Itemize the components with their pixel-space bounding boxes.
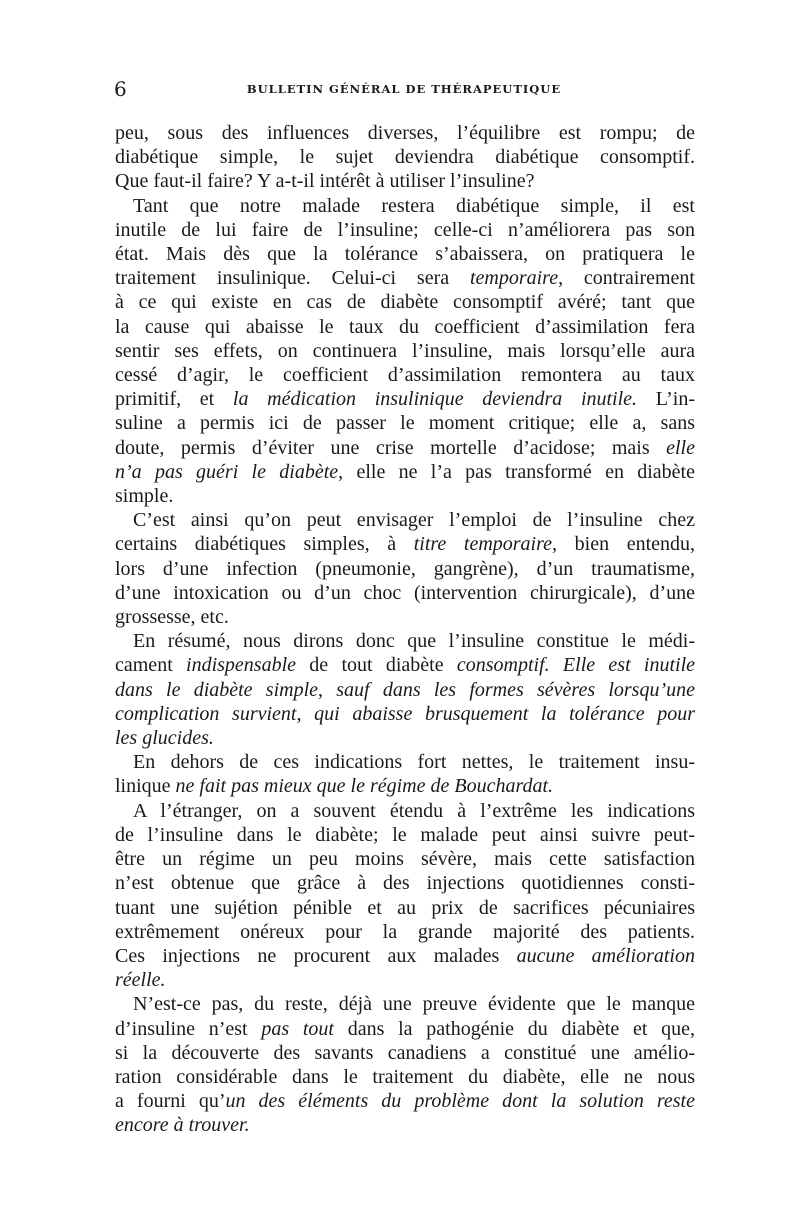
text-run: a fourni qu’	[115, 1090, 226, 1113]
text-run: diabétique simple, le sujet deviendra diabétique consomptif.	[115, 146, 695, 169]
italic-text: les glucides.	[115, 727, 214, 750]
text-line	[115, 944, 695, 968]
italic-text: un des éléments du problème dont la solution reste	[225, 1090, 695, 1113]
paragraph	[115, 992, 695, 1137]
text-run: sentir ses effets, on continuera l’insuline, mais lorsqu’elle aura	[115, 339, 695, 362]
italic-text: qui abaisse brusquement la tolérance pour	[314, 702, 696, 725]
text-line	[115, 266, 695, 290]
italic-text: aucune amélioration	[516, 944, 695, 967]
text-line	[115, 896, 695, 920]
text-run: grossesse, etc.	[115, 606, 229, 629]
text-run: la cause qui abaisse le taux du coefficient d’assimilation fera	[115, 315, 695, 338]
text-run: , elle ne l’a pas transformé en diabète	[338, 460, 695, 483]
text-run: de tout diabète	[296, 654, 457, 677]
italic-text: elle	[666, 436, 695, 459]
running-title: BULLETIN GÉNÉRAL DE THÉRAPEUTIQUE	[246, 82, 562, 96]
text-run: si la découverte des savants canadiens a constitué une amélio-	[115, 1041, 695, 1064]
text-run: doute, permis d’éviter une crise mortelle d’acidose; mais	[115, 436, 667, 459]
text-line	[115, 436, 695, 460]
text-line	[115, 678, 695, 702]
text-run: En dehors de ces indications fort nettes, le traitement insu-	[133, 751, 695, 774]
text-run: traitement insulinique. Celui-ci sera	[115, 267, 470, 290]
italic-text: titre temporaire	[413, 533, 553, 556]
text-run: Que faut-il faire? Y a-t-il intérêt à utiliser l’insuline?	[115, 170, 535, 193]
text-run: , bien entendu,	[552, 533, 696, 556]
text-run: primitif, et	[115, 388, 233, 411]
text-run: dans la pathogénie du diabète et que,	[333, 1017, 695, 1040]
text-run: Tant que notre malade restera diabétique simple, il est	[133, 194, 695, 217]
text-line	[115, 653, 695, 677]
text-line	[115, 799, 695, 823]
text-run: ,	[318, 678, 337, 701]
text-run: cament	[115, 654, 187, 677]
text-line	[115, 218, 695, 242]
text-line	[115, 121, 695, 145]
text-line	[115, 581, 695, 605]
text-line	[115, 1089, 695, 1113]
italic-text: consomptif. Elle est inutile	[456, 654, 696, 677]
text-run: ration considérable dans le traitement du diabète, elle ne nous	[115, 1065, 695, 1088]
text-run: n’est obtenue que grâce à des injections quotidiennes consti-	[115, 872, 695, 895]
italic-text: encore à trouver.	[115, 1114, 250, 1137]
text-line	[115, 532, 695, 556]
text-run: état. Mais dès que la tolérance s’abaissera, on pratiquera le	[115, 243, 695, 266]
text-line	[115, 823, 695, 847]
text-run: cessé d’agir, le coefficient d’assimilation remontera au taux	[115, 364, 695, 387]
paragraph	[115, 750, 695, 798]
text-line	[115, 920, 695, 944]
text-run: peu, sous des influences diverses, l’équilibre est rompu; de	[115, 122, 695, 144]
text-run: A l’étranger, on a souvent étendu à l’extrême les indications	[133, 799, 695, 822]
text-run: ,	[296, 702, 315, 725]
text-line	[115, 557, 695, 581]
text-line	[115, 629, 695, 653]
text-line	[115, 315, 695, 339]
text-run: être un régime un peu moins sévère, mais cette satisfaction	[115, 848, 695, 871]
italic-text: dans le diabète simple	[115, 678, 319, 701]
paragraph	[115, 121, 695, 194]
text-run: N’est-ce pas, du reste, déjà une preuve évidente que le manque	[133, 993, 695, 1016]
page-number: 6	[114, 77, 127, 101]
text-line	[115, 1065, 695, 1089]
text-run: lors d’une infection (pneumonie, gangrène), d’un traumatisme,	[115, 557, 695, 580]
text-run: L’in-	[637, 388, 696, 411]
italic-text: temporaire	[469, 267, 559, 290]
italic-text: réelle.	[115, 969, 166, 992]
text-run: à ce qui existe en cas de diabète consomptif avéré; tant que	[115, 291, 695, 314]
text-line	[115, 968, 695, 992]
text-run: extrêmement onéreux pour la grande majorité des patients.	[115, 920, 695, 943]
text-run: inutile de lui faire de l’insuline; celle-ci n’améliorera pas son	[115, 218, 695, 241]
italic-text: n’a pas guéri le diabète	[115, 460, 339, 483]
italic-text: complication survient	[115, 702, 297, 725]
italic-text: ne fait pas mieux que le régime de Bouchardat.	[175, 775, 554, 798]
text-run: linique	[115, 775, 176, 798]
text-line	[115, 774, 695, 798]
text-run: tuant une sujétion pénible et au prix de sacrifices pécuniaires	[115, 896, 695, 919]
text-run: suline a permis ici de passer le moment critique; elle a, sans	[115, 412, 695, 435]
text-run: , contrairement	[558, 267, 695, 290]
text-line	[115, 460, 695, 484]
text-run: certains diabétiques simples, à	[115, 533, 414, 556]
page-header	[114, 78, 694, 102]
text-line	[115, 1041, 695, 1065]
italic-text: sauf dans les formes sévères lorsqu’une	[336, 678, 696, 701]
text-run: simple.	[115, 485, 174, 508]
text-line	[115, 750, 695, 774]
italic-text: la médication insulinique deviendra inutile.	[232, 388, 638, 411]
body-text	[115, 121, 695, 1138]
text-run: Ces injections ne procurent aux malades	[115, 944, 517, 967]
text-line	[115, 387, 695, 411]
text-line	[115, 290, 695, 314]
text-line	[115, 726, 695, 750]
text-run: C’est ainsi qu’on peut envisager l’emploi de l’insuline chez	[133, 509, 695, 532]
text-line	[115, 1017, 695, 1041]
text-run: de l’insuline dans le diabète; le malade peut ainsi suivre peut-	[115, 823, 695, 846]
paragraph	[115, 629, 695, 750]
text-line	[115, 411, 695, 435]
text-line	[115, 194, 695, 218]
text-line	[115, 169, 695, 193]
text-run: En résumé, nous dirons donc que l’insuline constitue le médi-	[133, 630, 695, 653]
text-line	[115, 605, 695, 629]
text-line	[115, 363, 695, 387]
paragraph	[115, 508, 695, 629]
paragraph	[115, 194, 695, 509]
italic-text: pas tout	[261, 1017, 334, 1040]
text-line	[115, 871, 695, 895]
text-line	[115, 508, 695, 532]
italic-text: indispensable	[186, 654, 297, 677]
text-run: d’insuline n’est	[115, 1017, 262, 1040]
text-line	[115, 702, 695, 726]
text-line	[115, 847, 695, 871]
text-line	[115, 992, 695, 1016]
text-line	[115, 1113, 695, 1137]
text-run: d’une intoxication ou d’un choc (intervention chirurgicale), d’une	[115, 581, 695, 604]
paragraph	[115, 799, 695, 993]
text-line	[115, 339, 695, 363]
text-line	[115, 242, 695, 266]
text-line	[115, 484, 695, 508]
text-line	[115, 145, 695, 169]
